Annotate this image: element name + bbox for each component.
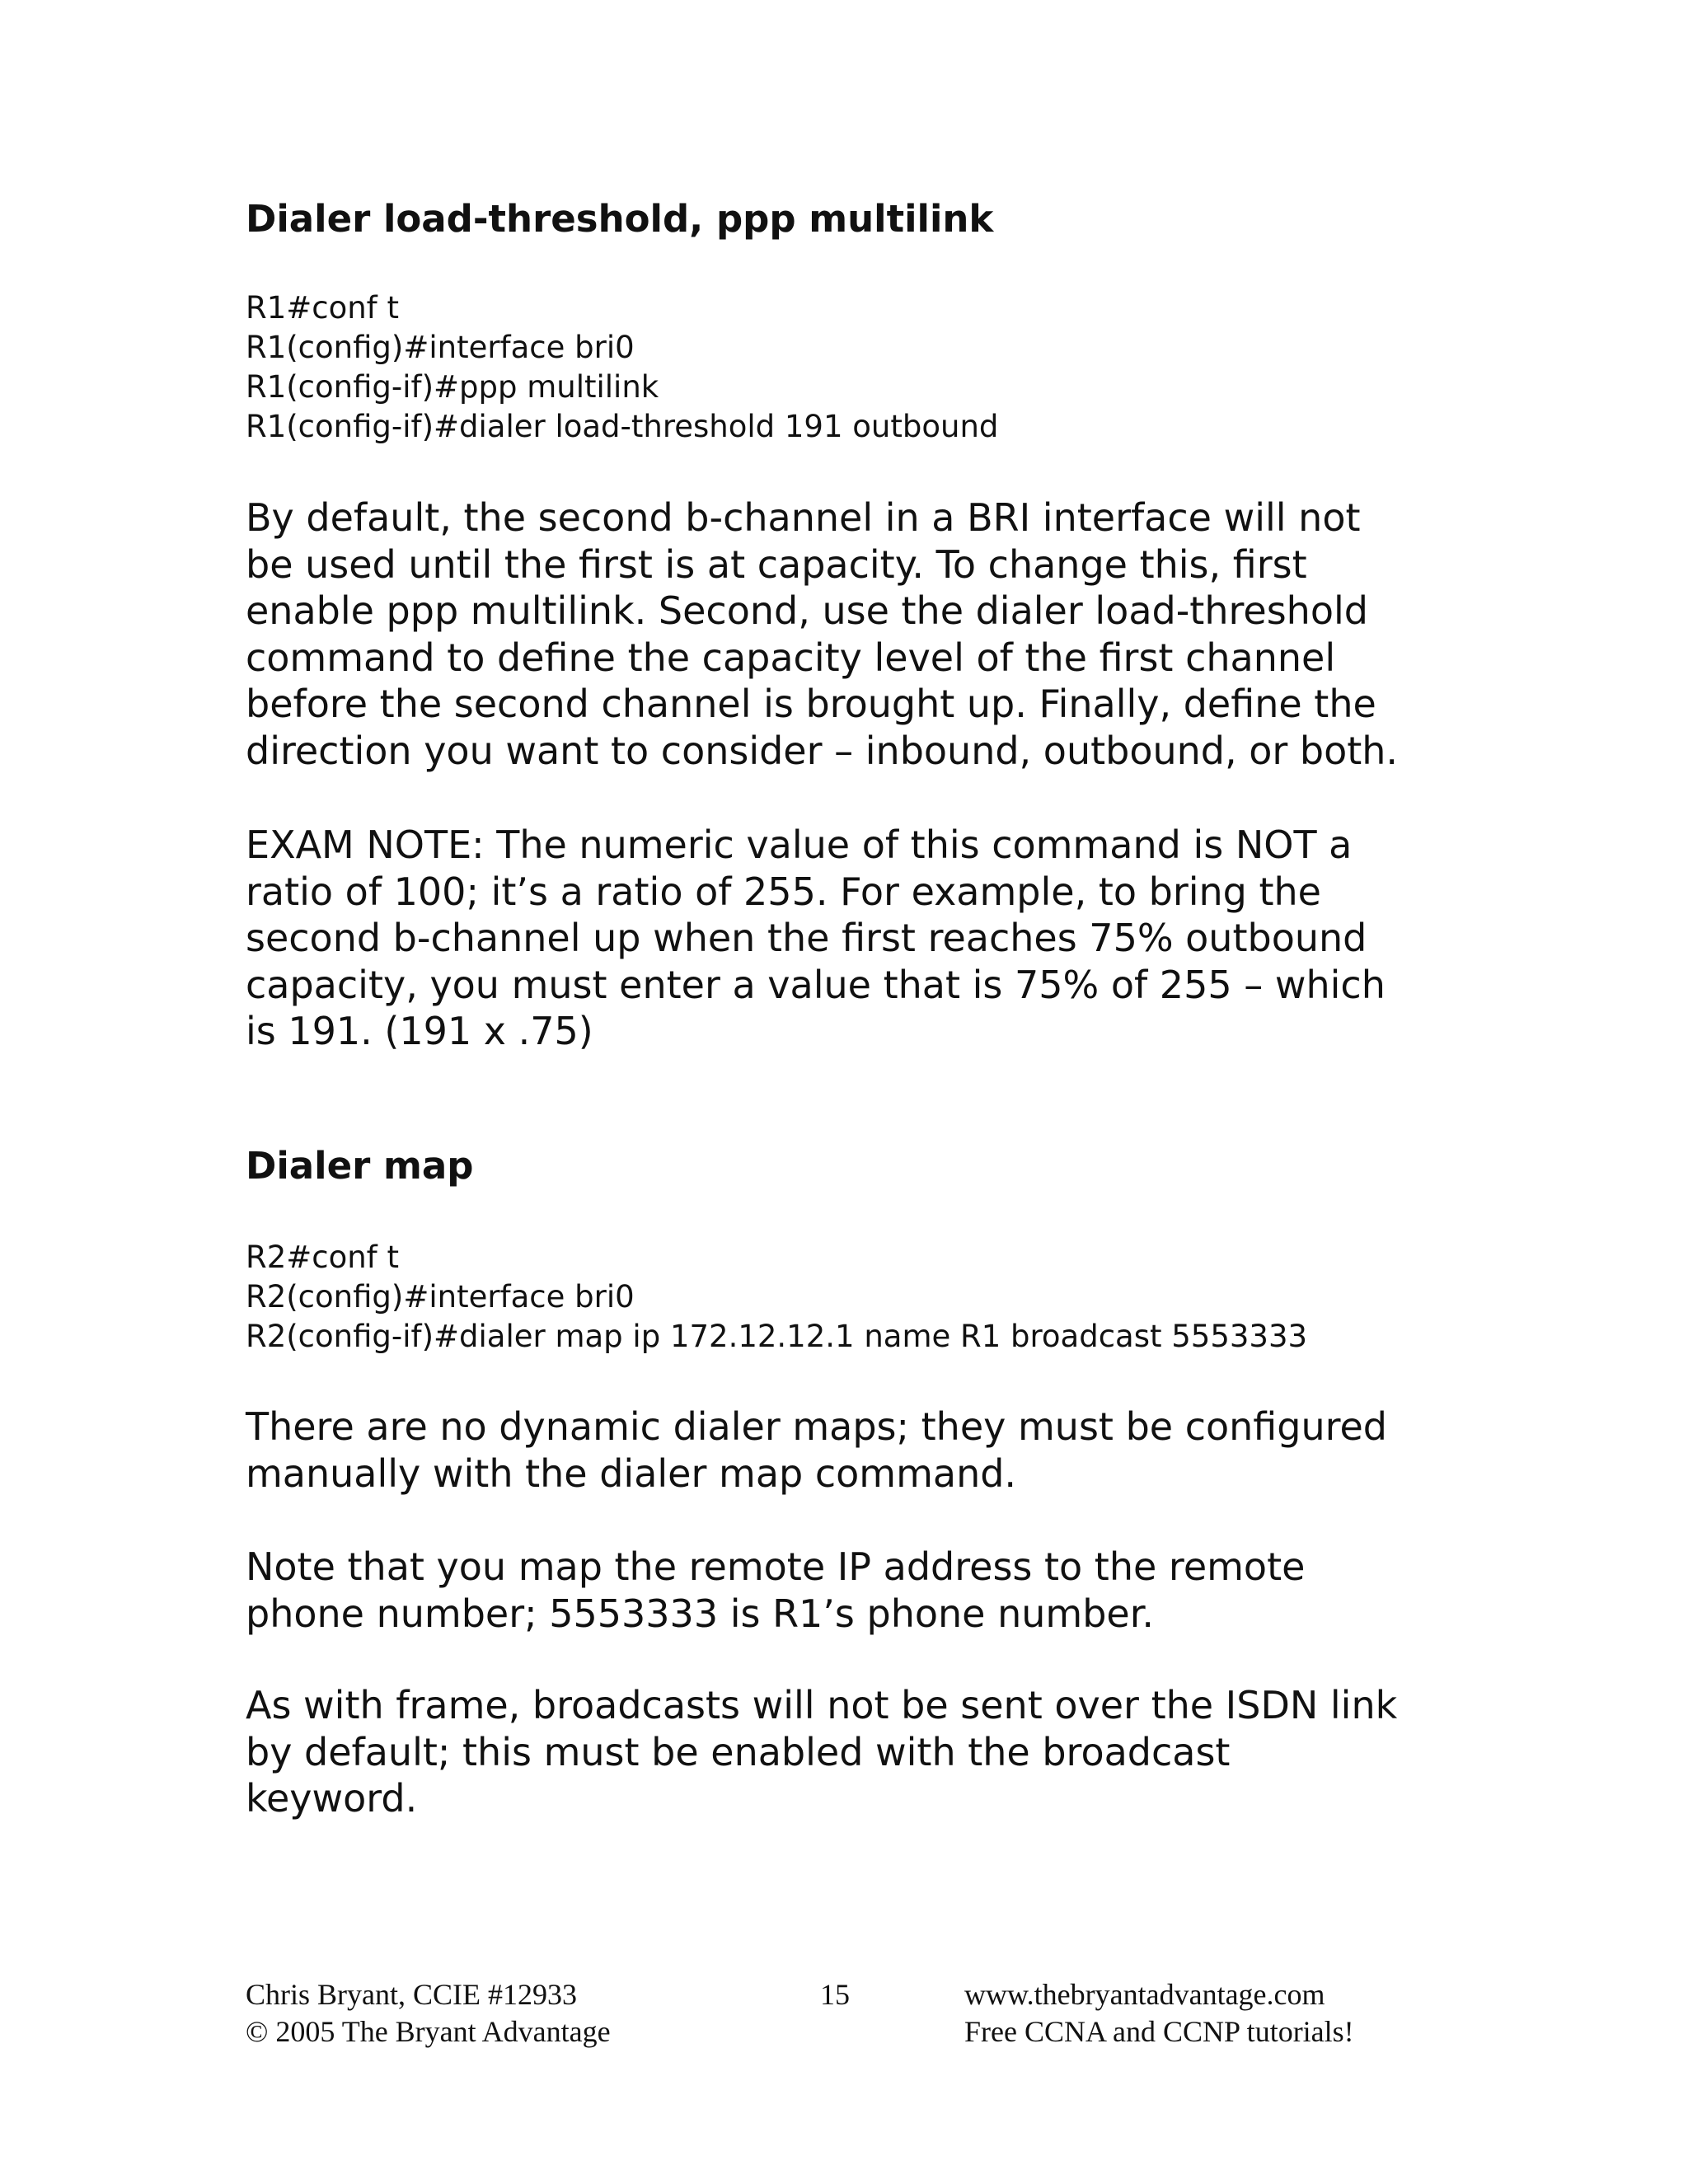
text-line: phone number; 5553333 is R1’s phone number. <box>246 1591 1155 1636</box>
code-block-load-threshold <box>246 288 998 447</box>
code-line: R1(config)#interface bri0 <box>246 330 635 365</box>
text-line: EXAM NOTE: The numeric value of this command is NOT a <box>246 823 1353 867</box>
text-line: second b-channel up when the first reaches 75% outbound <box>246 916 1367 960</box>
text-line: manually with the dialer map command. <box>246 1451 1017 1496</box>
section-heading-dialer-map: Dialer map <box>246 1144 474 1188</box>
code-line: R1#conf t <box>246 290 399 326</box>
footer-tagline: Free CCNA and CCNP tutorials! <box>964 2015 1354 2048</box>
text-line: by default; this must be enabled with the broadcast <box>246 1729 1231 1774</box>
footer-left <box>246 1976 611 2050</box>
text-line: As with frame, broadcasts will not be sent over the ISDN link <box>246 1683 1398 1727</box>
code-line: R2(config)#interface bri0 <box>246 1279 635 1315</box>
page-number: 15 <box>820 1978 850 2011</box>
text-line: enable ppp multilink. Second, use the dialer load-threshold <box>246 588 1368 633</box>
code-block-dialer-map <box>246 1238 1307 1357</box>
footer-author: Chris Bryant, CCIE #12933 <box>246 1978 577 2011</box>
text-line: is 191. (191 x .75) <box>246 1009 593 1053</box>
paragraph-no-dynamic-maps <box>246 1404 1465 1497</box>
paragraph-broadcasts <box>246 1682 1465 1822</box>
paragraph-default-behavior <box>246 494 1465 774</box>
text-line: There are no dynamic dialer maps; they must be configured <box>246 1404 1388 1449</box>
code-line: R1(config-if)#dialer load-threshold 191 outbound <box>246 409 999 444</box>
code-line: R2(config-if)#dialer map ip 172.12.12.1 name R1 broadcast 5553333 <box>246 1319 1308 1354</box>
text-line: keyword. <box>246 1776 418 1821</box>
section-heading-load-threshold: Dialer load-threshold, ppp multilink <box>246 197 994 241</box>
footer-center <box>820 1976 850 2013</box>
text-line: direction you want to consider – inbound, outbound, or both. <box>246 728 1399 773</box>
text-line: Note that you map the remote IP address to the remote <box>246 1544 1306 1589</box>
footer-website: www.thebryantadvantage.com <box>964 1978 1325 2011</box>
text-line: By default, the second b-channel in a BRI interface will not <box>246 495 1361 540</box>
code-line: R1(config-if)#ppp multilink <box>246 369 659 405</box>
paragraph-exam-note <box>246 822 1465 1055</box>
footer-right <box>964 1976 1354 2050</box>
paragraph-map-remote-ip <box>246 1544 1465 1637</box>
text-line: capacity, you must enter a value that is 75% of 255 – which <box>246 962 1386 1007</box>
text-line: before the second channel is brought up. Finally, define the <box>246 682 1376 726</box>
footer-copyright: © 2005 The Bryant Advantage <box>246 2015 611 2048</box>
text-line: be used until the first is at capacity. To change this, first <box>246 541 1307 587</box>
page-footer <box>246 1976 1482 2067</box>
text-line: command to define the capacity level of the first channel <box>246 635 1336 680</box>
text-line: ratio of 100; it’s a ratio of 255. For example, to bring the <box>246 869 1321 914</box>
code-line: R2#conf t <box>246 1240 399 1275</box>
